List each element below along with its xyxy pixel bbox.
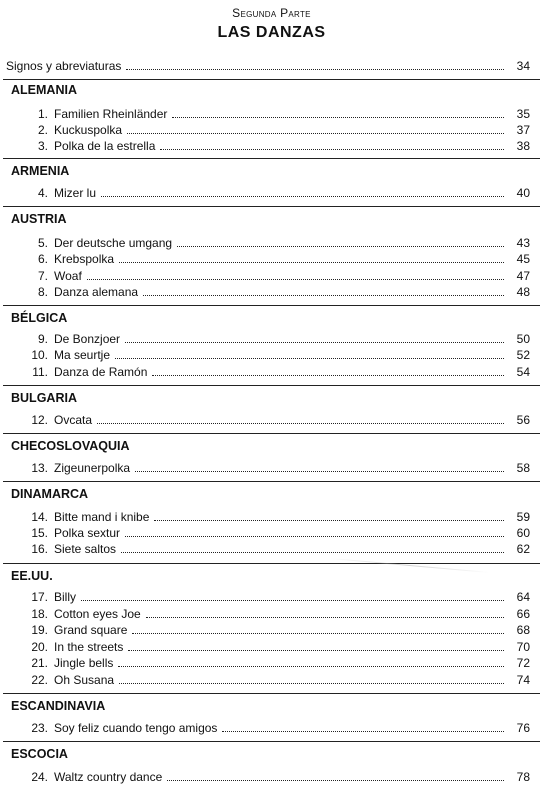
dot-leader (126, 69, 504, 70)
section-divider (3, 385, 540, 386)
entry-page: 43 (516, 236, 530, 250)
entry-number: 20. (31, 640, 48, 654)
toc-entry (8, 331, 530, 347)
toc-entry (8, 268, 530, 284)
entry-number: 18. (31, 607, 48, 621)
entry-title: Mizer lu (54, 186, 97, 200)
entry-title: Woaf (54, 269, 82, 283)
dot-leader (125, 342, 504, 343)
entry-title: Der deutsche umgang (54, 236, 173, 250)
entry-title: Bitte mand i knibe (54, 510, 150, 524)
dot-leader (87, 279, 504, 280)
entry-title: Oh Susana (54, 673, 115, 687)
country-heading: ESCOCIA (11, 747, 68, 761)
entry-number: 15. (31, 526, 48, 540)
toc-entry (8, 347, 530, 363)
dot-leader (135, 471, 504, 472)
dot-leader (118, 666, 504, 667)
section-divider (3, 693, 540, 694)
entry-title: Waltz country dance (54, 770, 163, 784)
entry-number: 24. (31, 770, 48, 784)
country-heading: BÉLGICA (11, 311, 68, 325)
entry-title: Ma seurtje (54, 348, 111, 362)
entry-number: 6. (37, 252, 48, 266)
section-divider (3, 158, 540, 159)
country-heading: ALEMANIA (11, 83, 77, 97)
country-heading: ESCANDINAVIA (11, 699, 106, 713)
country-heading: ARMENIA (11, 164, 70, 178)
entry-page: 76 (516, 721, 530, 735)
dot-leader (115, 358, 504, 359)
entry-page: 59 (516, 510, 530, 524)
entry-page: 60 (516, 526, 530, 540)
entry-title: Danza alemana (54, 285, 139, 299)
entry-page: 35 (516, 107, 530, 121)
entry-page: 47 (516, 269, 530, 283)
entry-title: Kuckuspolka (54, 123, 123, 137)
entry-page: 78 (516, 770, 530, 784)
entry-number: 8. (37, 285, 48, 299)
dot-leader (160, 149, 504, 150)
dot-leader (167, 780, 504, 781)
toc-entry (8, 720, 530, 736)
entry-number: 7. (37, 269, 48, 283)
section-divider (3, 563, 540, 564)
toc-entry (8, 235, 530, 251)
entry-page: 38 (516, 139, 530, 153)
entry-page: 56 (516, 413, 530, 427)
entry-number: 17. (31, 590, 48, 604)
dot-leader (172, 117, 504, 118)
toc-entry (8, 769, 530, 785)
entry-page: 62 (516, 542, 530, 556)
toc-entry (8, 655, 530, 671)
country-heading: EE.UU. (11, 569, 53, 583)
toc-entry (8, 284, 530, 300)
entry-title: Krebspolka (54, 252, 115, 266)
toc-entry (8, 589, 530, 605)
entry-title: Grand square (54, 623, 128, 637)
entry-number: 13. (31, 461, 48, 475)
entry-title: Danza de Ramón (54, 365, 148, 379)
section-divider (3, 481, 540, 482)
entry-page: 66 (516, 607, 530, 621)
entry-title: Ovcata (54, 413, 93, 427)
entry-title: Siete saltos (54, 542, 117, 556)
entry-number: 14. (31, 510, 48, 524)
toc-entry (8, 251, 530, 267)
dot-leader (143, 295, 504, 296)
toc-entry (8, 639, 530, 655)
entry-number: 12. (31, 413, 48, 427)
scan-smudge (330, 558, 489, 573)
dot-leader (101, 196, 504, 197)
country-heading: AUSTRIA (11, 212, 67, 226)
entry-page: 34 (516, 59, 530, 73)
toc-entry (8, 672, 530, 688)
entry-page: 48 (516, 285, 530, 299)
entry-page: 50 (516, 332, 530, 346)
entry-page: 58 (516, 461, 530, 475)
entry-number: 2. (37, 123, 48, 137)
country-heading: DINAMARCA (11, 487, 89, 501)
entry-title: Polka de la estrella (54, 139, 156, 153)
dot-leader (81, 600, 504, 601)
entry-title: In the streets (54, 640, 124, 654)
entry-page: 52 (516, 348, 530, 362)
dot-leader (177, 246, 504, 247)
entry-number: 19. (31, 623, 48, 637)
entry-page: 45 (516, 252, 530, 266)
toc-entry (8, 122, 530, 138)
toc-entry (8, 364, 530, 380)
section-divider (3, 305, 540, 306)
entry-number: 22. (31, 673, 48, 687)
dot-leader (119, 683, 504, 684)
dot-leader (132, 633, 504, 634)
entry-number: 1. (37, 107, 48, 121)
section-divider (3, 79, 540, 80)
entry-page: 74 (516, 673, 530, 687)
entry-number: 10. (31, 348, 48, 362)
entry-page: 54 (516, 365, 530, 379)
entry-number: 23. (31, 721, 48, 735)
entry-page: 37 (516, 123, 530, 137)
entry-title: Familien Rheinländer (54, 107, 168, 121)
entry-page: 64 (516, 590, 530, 604)
section-divider (3, 741, 540, 742)
toc-entry (8, 185, 530, 201)
entry-number: 5. (37, 236, 48, 250)
entry-title: Jingle bells (54, 656, 114, 670)
toc-entry (8, 106, 530, 122)
entry-number: 11. (32, 365, 48, 379)
entry-title: Signos y abreviaturas (6, 59, 122, 73)
entry-number: 9. (37, 332, 48, 346)
entry-title: Zigeunerpolka (54, 461, 131, 475)
toc-entry (8, 622, 530, 638)
entry-page: 70 (516, 640, 530, 654)
part-label: Segunda Parte (232, 6, 311, 20)
dot-leader (121, 552, 504, 553)
dot-leader (154, 520, 504, 521)
toc-entry (8, 541, 530, 557)
entry-title: Polka sextur (54, 526, 121, 540)
dot-leader (128, 650, 504, 651)
entry-page: 40 (516, 186, 530, 200)
toc-entry-signos (6, 58, 530, 74)
entry-number: 4. (37, 186, 48, 200)
entry-number: 21. (31, 656, 48, 670)
page-title: LAS DANZAS (217, 24, 326, 41)
toc-entry (8, 606, 530, 622)
dot-leader (222, 731, 504, 732)
entry-title: De Bonzjoer (54, 332, 121, 346)
entry-page: 72 (516, 656, 530, 670)
entry-title: Billy (54, 590, 77, 604)
toc-entry (8, 525, 530, 541)
section-divider (3, 206, 540, 207)
country-heading: BULGARIA (11, 391, 77, 405)
toc-entry (8, 138, 530, 154)
entry-title: Soy feliz cuando tengo amigos (54, 721, 218, 735)
country-heading: CHECOSLOVAQUIA (11, 439, 130, 453)
entry-number: 3. (37, 139, 48, 153)
dot-leader (97, 423, 504, 424)
dot-leader (152, 375, 504, 376)
section-divider (3, 433, 540, 434)
toc-entry (8, 412, 530, 428)
entry-page: 68 (516, 623, 530, 637)
dot-leader (146, 617, 504, 618)
dot-leader (119, 262, 504, 263)
entry-number: 16. (31, 542, 48, 556)
toc-entry (8, 460, 530, 476)
entry-title: Cotton eyes Joe (54, 607, 141, 621)
toc-entry (8, 509, 530, 525)
dot-leader (125, 536, 504, 537)
dot-leader (127, 133, 504, 134)
